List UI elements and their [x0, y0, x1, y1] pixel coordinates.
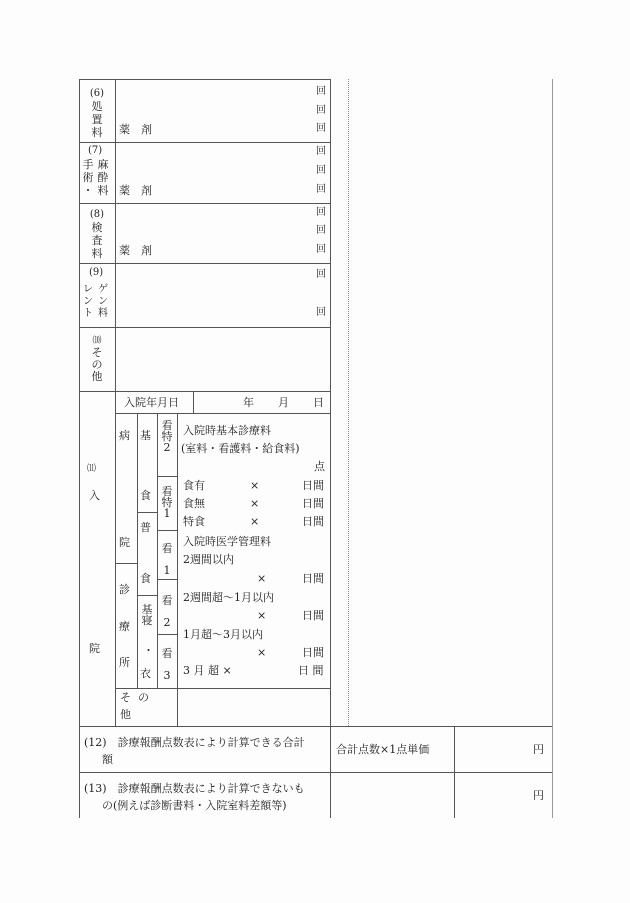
count-unit: 回: [316, 207, 326, 218]
row-9-label-right: ゲ ン 料: [98, 284, 108, 319]
row-11-number: ⑾: [87, 464, 97, 474]
nurse-divider: [157, 530, 177, 531]
meal-with-label: 食有: [183, 479, 205, 492]
multiply-sign: ×: [250, 515, 260, 528]
table-left-border: [79, 79, 80, 818]
period-within-2weeks: 2週間以内: [183, 553, 234, 566]
yen-unit: 円: [533, 789, 544, 802]
count-unit: 回: [316, 123, 326, 134]
date-month[interactable]: 月: [278, 396, 289, 409]
row-13-label-line1: (13) 診療報酬点数表により計算できないも: [84, 782, 305, 795]
multiply-sign: ×: [250, 497, 260, 510]
other-row-divider: [115, 688, 330, 689]
count-unit: 回: [316, 244, 326, 255]
days-unit: 日間: [302, 646, 324, 659]
basic-fee-subtitle: (室料・看護料・給食料): [181, 442, 300, 455]
nurse-divider: [157, 476, 177, 477]
days-unit: 日間: [302, 479, 324, 492]
basic-fee-title: 入院時基本診療料: [183, 424, 271, 437]
days-unit: 日 間: [298, 664, 324, 677]
dotted-divider: [348, 79, 349, 726]
date-row-divider: [115, 413, 330, 414]
row-11-label-bottom: 院: [89, 642, 100, 655]
row-7-label-left: 手 術 ・: [82, 158, 94, 197]
row-divider: [79, 726, 552, 727]
row-11-label-top: 入: [89, 489, 100, 502]
normal-meal-label-1: 普: [140, 521, 151, 534]
basic-meal-label-2: 食: [140, 489, 151, 502]
points-unit: 点: [314, 460, 325, 473]
multiply-sign: ×: [257, 646, 267, 659]
row-6-label: (6) 処 置 料: [89, 88, 105, 139]
count-unit: 回: [316, 225, 326, 236]
period-1-3months: 1月超〜3月以内: [183, 628, 263, 641]
clinic-label-3: 所: [119, 656, 130, 669]
multiply-sign: ×: [257, 609, 267, 622]
multiply-sign: ×: [250, 479, 260, 492]
row-divider: [79, 327, 330, 328]
subcol-divider-3: [177, 413, 178, 726]
total-formula: 合計点数×1点単価: [336, 743, 430, 756]
drug-label: 薬 剤: [119, 123, 152, 136]
row-12-label-line1: (12) 診療報酬点数表により計算できる合計: [84, 736, 305, 749]
count-unit: 回: [316, 105, 326, 116]
drug-label: 薬 剤: [119, 244, 152, 257]
other-label-2: 他: [120, 708, 131, 721]
bedding-label: 基 寝: [141, 603, 153, 627]
count-unit: 回: [316, 165, 326, 176]
days-unit: 日間: [302, 609, 324, 622]
count-unit: 回: [316, 86, 326, 97]
clinic-label-1: 診: [119, 583, 130, 596]
label-column-divider: [115, 79, 116, 726]
meal-divider: [137, 512, 157, 513]
nursing-special-2: 看 特 2: [161, 419, 173, 454]
drug-label: 薬 剤: [119, 184, 152, 197]
row-9-label-left: レ ン ト: [83, 284, 93, 319]
bedding-dot: ・: [143, 644, 154, 657]
hospital-label-2: 院: [119, 536, 130, 549]
hospital-label-1: 病: [119, 429, 130, 442]
normal-meal-label-2: 食: [140, 572, 151, 585]
days-unit: 日間: [302, 515, 324, 528]
date-label-divider: [193, 391, 194, 413]
row-7-number: (7): [88, 145, 103, 156]
nursing-1: 看 1: [161, 542, 173, 577]
date-year[interactable]: 年: [243, 396, 254, 409]
meal-divider: [137, 595, 157, 596]
row-divider: [79, 142, 330, 143]
yen-unit: 円: [533, 743, 544, 756]
basic-meal-label-1: 基: [140, 429, 151, 442]
row-8-label: (8) 検 査 料: [89, 209, 105, 260]
meal-without-label: 食無: [183, 497, 205, 510]
days-unit: 日間: [302, 572, 324, 585]
row-13-label-line2: の(例えば診断書料・入院室料差額等): [102, 799, 287, 812]
other-label-1: そ の: [120, 691, 149, 704]
row-divider: [79, 203, 330, 204]
nursing-special-1: 看 特 1: [161, 485, 173, 520]
clothing-label: 衣: [140, 667, 151, 680]
row-divider: [79, 772, 552, 773]
row-10-label: ⑽ そ の 他: [91, 336, 103, 383]
period-2weeks-1month: 2週間超〜1月以内: [183, 591, 274, 604]
multiply-sign: ×: [257, 572, 267, 585]
row-7-label-right: 麻 酔 料: [97, 158, 109, 197]
row-divider: [79, 263, 330, 264]
main-column-divider: [330, 79, 331, 818]
count-unit: 回: [316, 269, 326, 280]
count-unit: 回: [316, 146, 326, 157]
row-12-label-line2: 額: [102, 753, 113, 766]
days-unit: 日間: [302, 497, 324, 510]
subcol-divider-1: [137, 413, 138, 688]
period-over-3months: 3 月 超 ×: [183, 664, 232, 677]
date-day[interactable]: 日: [313, 396, 324, 409]
row-9-number: (9): [89, 267, 104, 278]
nursing-3: 看 3: [161, 647, 173, 682]
clinic-label-2: 療: [119, 620, 130, 633]
nursing-2: 看 2: [161, 594, 173, 629]
special-meal-label: 特食: [183, 515, 205, 528]
row-divider: [79, 391, 330, 392]
hospital-clinic-divider: [115, 563, 137, 564]
medical-mgmt-title: 入院時医学管理料: [183, 535, 271, 548]
table-top-border: [79, 79, 330, 80]
count-unit: 回: [316, 307, 326, 318]
admission-date-label: 入院年月日: [124, 396, 179, 409]
table-right-border: [552, 79, 553, 818]
nurse-divider: [157, 634, 177, 635]
count-unit: 回: [316, 184, 326, 195]
